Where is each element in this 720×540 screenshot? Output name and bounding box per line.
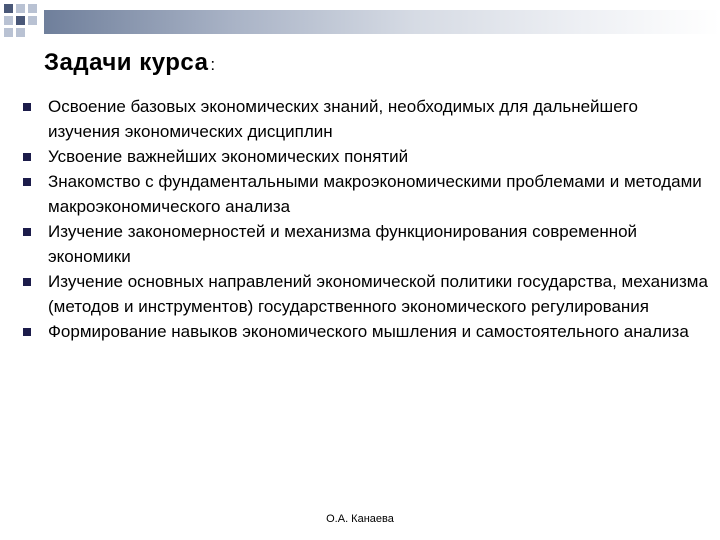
- slide-title: [44, 48, 216, 80]
- deco-square-light: [16, 4, 25, 13]
- square-bullet-icon: [23, 228, 31, 236]
- square-bullet-icon: [23, 178, 31, 186]
- list-item-text: Формирование навыков экономического мышления и самостоятельного анализа: [48, 322, 689, 341]
- list-item: [20, 269, 710, 319]
- list-item-text: Знакомство с фундаментальными макроэкономическими проблемами и методами макроэкономического анализа: [48, 172, 702, 216]
- square-bullet-icon: [23, 103, 31, 111]
- list-item: [20, 219, 710, 269]
- bullet-list: [20, 94, 710, 344]
- list-item: [20, 144, 710, 169]
- slide-title-text: Задачи курса: [44, 49, 209, 76]
- deco-square-light: [4, 16, 13, 25]
- deco-square-light: [28, 4, 37, 13]
- list-item-text: Усвоение важнейших экономических понятий: [48, 147, 409, 166]
- deco-square-light: [16, 28, 25, 37]
- list-item-text: Освоение базовых экономических знаний, необходимых для дальнейшего изучения экономических дисциплин: [48, 97, 638, 141]
- list-item-text: Изучение закономерностей и механизма функционирования современной экономики: [48, 222, 638, 266]
- slide-title-colon: :: [210, 55, 216, 74]
- list-item-text: Изучение основных направлений экономической политики государства, механизма (методов и инструментов) государственного экономического регулирования: [48, 272, 708, 316]
- square-bullet-icon: [23, 278, 31, 286]
- square-bullet-icon: [23, 328, 31, 336]
- footer-author: О.А. Канаева: [326, 513, 394, 525]
- square-bullet-icon: [23, 153, 31, 161]
- list-item: [20, 169, 710, 219]
- deco-square-light: [4, 28, 13, 37]
- deco-square-dark: [4, 4, 13, 13]
- deco-square-dark: [16, 16, 25, 25]
- list-item: [20, 319, 710, 344]
- deco-square-light: [28, 16, 37, 25]
- list-item: [20, 94, 710, 144]
- header-gradient-band: [44, 10, 720, 34]
